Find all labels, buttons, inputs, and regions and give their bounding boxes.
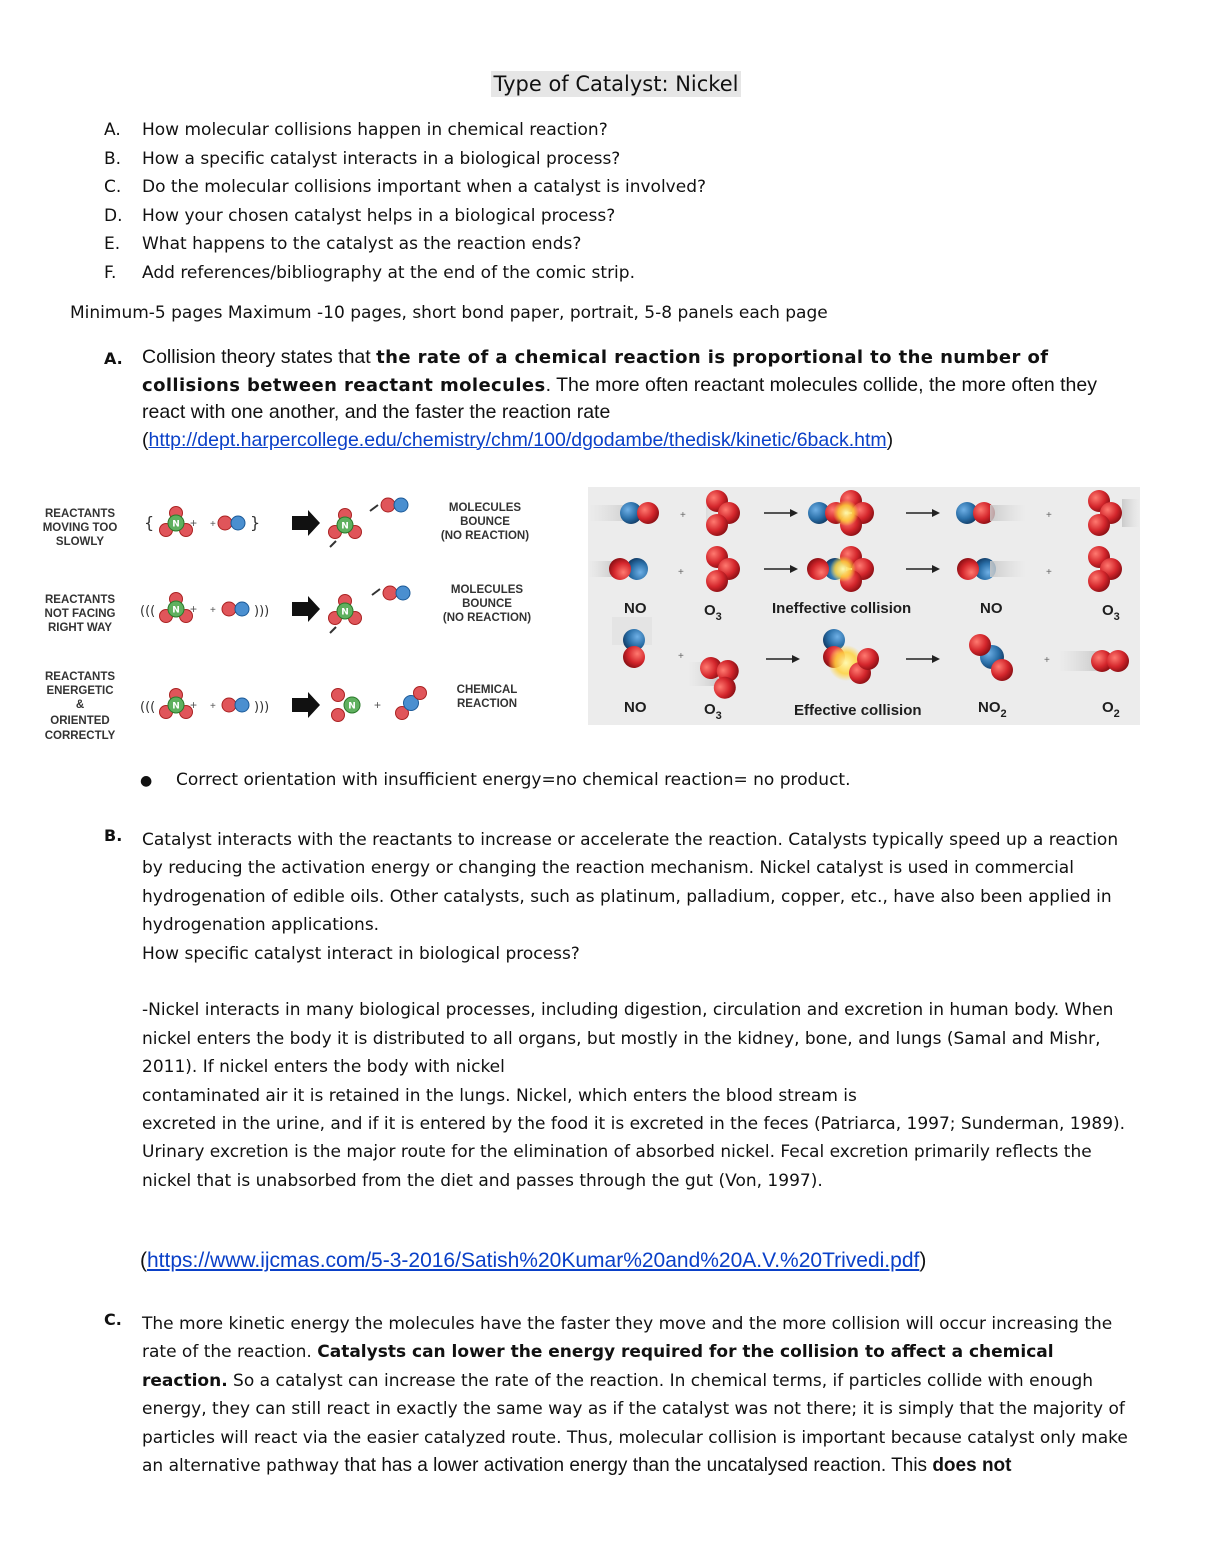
o3-label: $O_3$ <box>704 602 722 623</box>
row-result: MOLECULES <box>450 584 524 596</box>
svg-text:}: } <box>250 513 261 532</box>
svg-text:ORIENTED: ORIENTED <box>50 715 110 727</box>
svg-text:+: + <box>190 602 198 616</box>
no-label: NO <box>980 600 1003 617</box>
bullet-dot: ● <box>140 773 153 789</box>
paragraph: excreted in the urine, and if it is entered by the food it is excreted in the feces (Patriarca, 1997; Sunderman, 1989). Urinary excretion is the major route for the elimination of absorbed nickel. Fecal excretion primarily reflects the nickel that is unabsorbed from the diet and passes through the gut (Von, 1997). <box>142 1114 1126 1191</box>
svg-text:RIGHT WAY: RIGHT WAY <box>47 622 113 634</box>
requirements-text: Minimum-5 pages Maximum -10 pages, short bond paper, portrait, 5-8 panels each page <box>70 303 828 323</box>
svg-text:+: + <box>1046 567 1052 578</box>
svg-text:+: + <box>1046 510 1052 521</box>
o3-label: $O_3$ <box>1102 602 1120 623</box>
section-letter: B. <box>104 826 123 845</box>
paragraph: -Nickel interacts in many biological processes, including digestion, circulation and excretion in human body. When nickel enters the body it is distributed to all organs, but mostly in the kidney, bone, and lungs (Samal and Mishr, 2011). If nickel enters the body with nickel <box>142 1000 1114 1078</box>
svg-text:MOVING TOO: MOVING TOO <box>42 522 118 534</box>
ineffective-collision-label: Ineffective collision <box>772 600 912 617</box>
reference-2: (https://www.ijcmas.com/5-3-2016/Satish%20Kumar%20and%20A.V.%20Trivedi.pdf) <box>140 1249 927 1272</box>
svg-text:+: + <box>680 510 686 521</box>
section-letter: C. <box>104 1310 122 1329</box>
effective-collision-label: Effective collision <box>794 702 922 719</box>
svg-text:+: + <box>1044 655 1050 666</box>
collision-orientation-figure: N REACTANTS MOVING TOO SLOWLY { + + } MOLECULES BOUNCE (NO REACTION) REACTANTS NOT FACING RIGHT WAY ((( + + ))) MOLECULES BOUNCE (NO REACTION) REACTANTS ENERGETIC & ORIENTED CORRECTLY ((( + + ))) N + CHEMICAL REACTION <box>36 479 532 742</box>
svg-text:BOUNCE: BOUNCE <box>462 598 512 610</box>
bullet-note: ● Correct orientation with insufficient energy=no chemical reaction= no product. <box>140 770 851 790</box>
svg-text:+: + <box>210 605 216 616</box>
row-label: REACTANTS <box>44 508 116 520</box>
svg-text:BOUNCE: BOUNCE <box>460 516 510 528</box>
reference-link[interactable]: https://www.ijcmas.com/5-3-2016/Satish%20Kumar%20and%20A.V.%20Trivedi.pdf <box>147 1249 920 1272</box>
row-label: REACTANTS <box>44 671 116 683</box>
svg-text:N: N <box>348 701 356 712</box>
no-label: NO <box>624 600 647 617</box>
svg-text:+: + <box>678 651 684 662</box>
reference-link[interactable]: http://dept.harpercollege.edu/chemistry/chm/100/dgodambe/thedisk/kinetic/6back.htm <box>148 428 887 451</box>
row-label: REACTANTS <box>44 594 116 606</box>
row-result: MOLECULES <box>448 502 522 514</box>
svg-text:(((: ((( <box>140 604 156 619</box>
paragraph: contaminated air it is retained in the lungs. Nickel, which enters the blood stream is <box>142 1085 857 1106</box>
list-item: D. How your chosen catalyst helps in a biological process? <box>104 205 616 226</box>
section-a: A. Collision theory states that the rate of a chemical reaction is proportional to the number of collisions between reactant molecules. The more often reactant molecules collide, the more often they react with one another, and the faster the reaction rate (http://dept.harpercollege.edu/chemistry/chm/100/dgodambe/thedisk/kinetic/6back.htm) <box>104 346 1097 451</box>
list-item: A. How molecular collisions happen in chemical reaction? <box>104 120 608 140</box>
section-b <box>104 826 1144 1195</box>
row-slow <box>43 508 118 548</box>
svg-text:))): ))) <box>254 700 270 715</box>
paragraph: Catalyst interacts with the reactants to increase or accelerate the reaction. Catalysts typically speed up a reaction by reducing the activation energy or changing the reaction mechanism. Nickel catalyst is used in commercial hydrogenation of edible oils. Other catalysts, such as platinum, palladium, copper, etc., have also been applied in hydrogenation applications. <box>142 830 1119 936</box>
svg-text:{: { <box>144 513 155 532</box>
svg-text:(((: ((( <box>140 700 156 715</box>
svg-text:REACTION: REACTION <box>456 698 518 710</box>
question-list <box>104 116 1144 287</box>
svg-text:NOT FACING: NOT FACING <box>44 608 116 620</box>
svg-text:))): ))) <box>254 604 270 619</box>
list-item: B. How a specific catalyst interacts in a biological process? <box>104 148 621 169</box>
o2-label: $O_2$ <box>1102 699 1120 720</box>
svg-text:(NO REACTION): (NO REACTION) <box>440 530 530 542</box>
svg-text:ENERGETIC: ENERGETIC <box>46 685 114 697</box>
list-item: F. Add references/bibliography at the end of the comic strip. <box>104 262 635 283</box>
svg-text:(NO REACTION): (NO REACTION) <box>442 612 532 624</box>
row-result: CHEMICAL <box>456 684 518 696</box>
svg-text:+: + <box>210 701 216 712</box>
svg-text:+: + <box>678 567 684 578</box>
no-label: NO <box>624 699 647 716</box>
svg-text:CORRECTLY: CORRECTLY <box>44 730 116 742</box>
paragraph: How specific catalyst interact in biological process? <box>142 943 580 964</box>
no-ozone-collision-figure <box>588 487 1140 725</box>
svg-text:&: & <box>75 699 85 711</box>
section-letter: A. <box>104 349 123 368</box>
svg-text:+: + <box>210 519 216 530</box>
list-item: C. Do the molecular collisions important when a catalyst is involved? <box>104 177 707 197</box>
section-c: C. The more kinetic energy the molecules have the faster they move and the more collision will occur increasing the rate of the reaction. Catalysts can lower the energy required for the collision to affect a chemical reaction. So a catalyst can increase the rate of the reaction. In chemical terms, if particles collide with enough energy, they can still react in exactly the same way as if the catalyst was not there; it is simply that the majority of particles will react via the easier catalyzed route. Thus, molecular collision is important because catalyst only make an alternative pathway that has a lower activation energy than the uncatalysed reaction. This does not <box>104 1310 1128 1477</box>
svg-text:+: + <box>374 698 382 712</box>
svg-text:+: + <box>190 516 198 530</box>
list-item: E. What happens to the catalyst as the reaction ends? <box>104 234 582 254</box>
no2-label: $NO_2$ <box>978 699 1007 720</box>
o3-label: $O_3$ <box>704 701 722 722</box>
svg-text:+: + <box>190 698 198 712</box>
svg-text:SLOWLY: SLOWLY <box>55 536 105 548</box>
page-title: Type of Catalyst: Nickel <box>0 72 1232 96</box>
